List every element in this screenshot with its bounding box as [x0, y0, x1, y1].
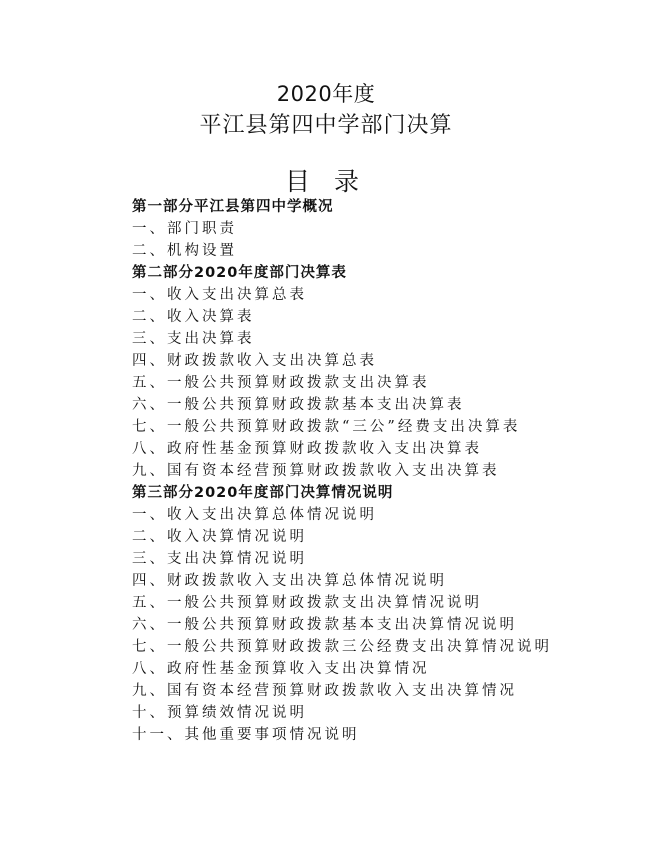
toc-item: 一、收入支出决算总体情况说明 — [132, 507, 377, 523]
toc-item: 三、支出决算表 — [132, 331, 255, 347]
toc-item: 四、财政拨款收入支出决算总体情况说明 — [132, 573, 447, 589]
toc-item: 七、一般公共预算财政拨款“三公”经费支出决算表 — [132, 419, 521, 435]
document-title-year: 2020年度 — [276, 82, 376, 106]
toc-item: 九、国有资本经营预算财政拨款收入支出决算表 — [132, 463, 500, 479]
toc-heading: 目 录 — [285, 167, 367, 196]
toc-part: 第一部分平江县第四中学概况 — [132, 199, 334, 215]
toc-item: 二、收入决算表 — [132, 309, 255, 325]
toc-item: 五、一般公共预算财政拨款支出决算表 — [132, 375, 430, 391]
toc-item: 三、支出决算情况说明 — [132, 551, 307, 567]
toc-item: 十一、其他重要事项情况说明 — [132, 727, 360, 743]
toc-item: 八、政府性基金预算收入支出决算情况 — [132, 661, 430, 677]
toc-item: 一、收入支出决算总表 — [132, 287, 307, 303]
toc-item: 二、收入决算情况说明 — [132, 529, 307, 545]
toc-item: 七、一般公共预算财政拨款三公经费支出决算情况说明 — [132, 639, 552, 655]
toc-part: 第三部分2020年度部门决算情况说明 — [132, 485, 394, 501]
toc-item: 一、部门职责 — [132, 221, 237, 237]
toc-item: 八、政府性基金预算财政拨款收入支出决算表 — [132, 441, 482, 457]
toc-item: 五、一般公共预算财政拨款支出决算情况说明 — [132, 595, 482, 611]
toc-item: 十、预算绩效情况说明 — [132, 705, 307, 721]
toc-item: 二、机构设置 — [132, 243, 237, 259]
document-title: 平江县第四中学部门决算 — [199, 113, 453, 138]
toc-item: 四、财政拨款收入支出决算总表 — [132, 353, 377, 369]
toc-item: 六、一般公共预算财政拨款基本支出决算表 — [132, 397, 465, 413]
toc-item: 六、一般公共预算财政拨款基本支出决算情况说明 — [132, 617, 517, 633]
table-of-contents — [132, 196, 632, 746]
toc-item: 九、国有资本经营预算财政拨款收入支出决算情况 — [132, 683, 517, 699]
toc-part: 第二部分2020年度部门决算表 — [132, 265, 347, 281]
